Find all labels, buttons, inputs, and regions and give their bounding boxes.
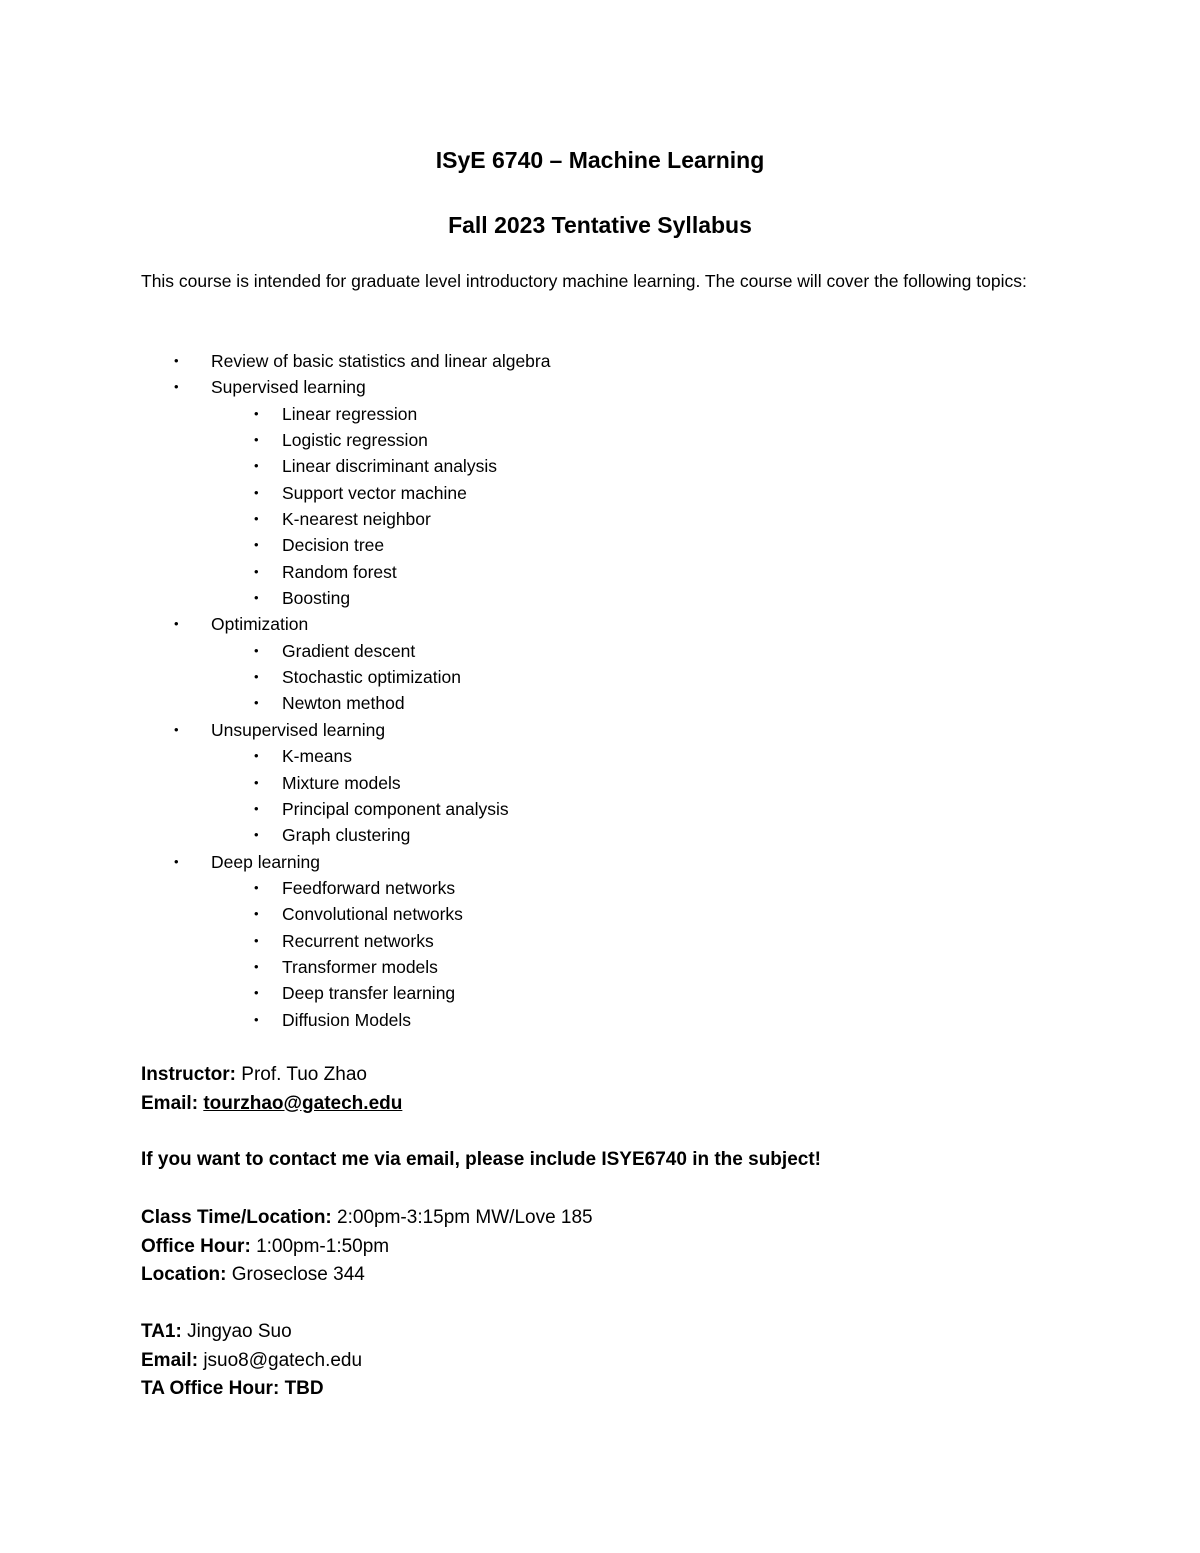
- topic-label: Decision tree: [282, 535, 385, 556]
- topic-label: Logistic regression: [282, 430, 428, 451]
- bullet-icon: •: [254, 827, 259, 843]
- topic-label: Feedforward networks: [282, 877, 456, 898]
- topic-label: Newton method: [282, 693, 405, 714]
- ta-office-value: TBD: [284, 1378, 324, 1399]
- instructor-name: Prof. Tuo Zhao: [241, 1064, 367, 1085]
- topic-label: Linear regression: [282, 403, 418, 424]
- topic-label: K-nearest neighbor: [282, 509, 431, 530]
- subtopic-item: [0, 638, 1200, 664]
- subtopic-item: [0, 743, 1200, 769]
- topic-label: Review of basic statistics and linear algebra: [211, 351, 551, 371]
- topic-item: [0, 348, 1200, 374]
- ta-name-value: Jingyao Suo: [187, 1321, 292, 1342]
- topic-label: Supervised learning: [211, 377, 366, 398]
- contact-note: If you want to contact me via email, please include ISYE6740 in the subject!: [141, 1149, 821, 1170]
- subtopic-item: [0, 453, 1200, 479]
- location-label: Location:: [141, 1264, 227, 1285]
- subtopic-item: [0, 980, 1200, 1006]
- bullet-icon: •: [254, 695, 259, 711]
- class-time-value: 2:00pm-3:15pm MW/Love 185: [337, 1207, 593, 1228]
- bullet-icon: •: [254, 748, 259, 764]
- bullet-icon: •: [254, 484, 259, 500]
- subtopic-item: [0, 690, 1200, 716]
- topic-label: Stochastic optimization: [282, 667, 461, 688]
- topic-label: Deep transfer learning: [282, 983, 456, 1004]
- bullet-icon: •: [254, 958, 259, 974]
- bullet-icon: •: [254, 932, 259, 948]
- instructor-email-line: [141, 1090, 402, 1119]
- topic-label: Principal component analysis: [282, 798, 509, 819]
- bullet-icon: •: [174, 616, 179, 632]
- topic-label: Support vector machine: [282, 482, 467, 503]
- class-time-line: [141, 1204, 593, 1233]
- ta-email-value: jsuo8@gatech.edu: [203, 1349, 363, 1371]
- topic-label: Transformer models: [282, 956, 438, 977]
- subtopic-item: [0, 664, 1200, 690]
- office-hour-label: Office Hour:: [141, 1235, 251, 1257]
- subtopic-item: [0, 822, 1200, 848]
- bullet-icon: •: [174, 721, 179, 737]
- bullet-icon: •: [174, 853, 179, 869]
- topic-label: Mixture models: [282, 772, 401, 793]
- subtopic-item: [0, 928, 1200, 954]
- class-time-label: Class Time/Location:: [141, 1207, 332, 1228]
- office-hour-line: [141, 1233, 593, 1262]
- location-line: [141, 1261, 593, 1290]
- bullet-icon: •: [254, 432, 259, 448]
- instructor-block: [141, 1061, 402, 1118]
- topic-label: Random forest: [282, 561, 397, 582]
- topic-label: Graph clustering: [282, 825, 411, 846]
- subtopic-item: [0, 901, 1200, 927]
- course-title: ISyE 6740 – Machine Learning: [435, 147, 765, 173]
- subtopic-item: [0, 1007, 1200, 1033]
- subtopic-item: [0, 559, 1200, 585]
- topic-item: [0, 374, 1200, 400]
- office-hour-value: 1:00pm-1:50pm: [256, 1235, 390, 1257]
- bullet-icon: •: [254, 642, 259, 658]
- subtopic-item: [0, 480, 1200, 506]
- topic-label: Boosting: [282, 588, 351, 609]
- subtopic-item: [0, 532, 1200, 558]
- subtopic-item: [0, 585, 1200, 611]
- topic-label: Diffusion Models: [282, 1009, 412, 1030]
- subtopic-item: [0, 427, 1200, 453]
- ta-office-line: [141, 1375, 362, 1404]
- class-info-block: [141, 1204, 593, 1290]
- bullet-icon: •: [254, 985, 259, 1001]
- instructor-label: Instructor:: [141, 1064, 236, 1085]
- bullet-icon: •: [254, 879, 259, 895]
- topic-label: Unsupervised learning: [211, 719, 386, 740]
- topic-item: [0, 849, 1200, 875]
- bullet-icon: •: [254, 511, 259, 527]
- instructor-email-link[interactable]: tourzhao@gatech.edu: [203, 1092, 403, 1114]
- bullet-icon: •: [174, 379, 179, 395]
- topic-label: Optimization: [211, 614, 309, 635]
- ta-office-label: TA Office Hour:: [141, 1378, 280, 1399]
- topic-list: [0, 348, 1200, 1033]
- bullet-icon: •: [254, 458, 259, 474]
- bullet-icon: •: [254, 590, 259, 606]
- subtopic-item: [0, 506, 1200, 532]
- topic-label: Recurrent networks: [282, 930, 434, 951]
- ta-email-line: [141, 1347, 362, 1376]
- bullet-icon: •: [254, 800, 259, 816]
- bullet-icon: •: [174, 353, 179, 368]
- instructor-email-label: Email:: [141, 1092, 199, 1114]
- instructor-line: [141, 1061, 402, 1090]
- ta-email-label: Email:: [141, 1349, 199, 1371]
- topic-label: Linear discriminant analysis: [282, 456, 497, 477]
- bullet-icon: •: [254, 774, 259, 790]
- topic-item: [0, 717, 1200, 743]
- bullet-icon: •: [254, 669, 259, 685]
- course-intro: This course is intended for graduate level introductory machine learning. The course will cover the following topics:: [141, 271, 1027, 291]
- topic-label: Convolutional networks: [282, 904, 463, 925]
- topic-label: Gradient descent: [282, 640, 416, 661]
- syllabus-title: Fall 2023 Tentative Syllabus: [448, 212, 752, 238]
- bullet-icon: •: [254, 906, 259, 922]
- ta-info-block: [141, 1318, 362, 1404]
- bullet-icon: •: [254, 405, 259, 421]
- subtopic-item: [0, 954, 1200, 980]
- topic-label: Deep learning: [211, 851, 320, 872]
- subtopic-item: [0, 875, 1200, 901]
- ta-name-line: [141, 1318, 362, 1347]
- location-value: Groseclose 344: [231, 1264, 365, 1285]
- topic-item: [0, 611, 1200, 637]
- bullet-icon: •: [254, 537, 259, 553]
- ta-name-label: TA1:: [141, 1321, 182, 1342]
- bullet-icon: •: [254, 563, 259, 579]
- subtopic-item: [0, 770, 1200, 796]
- subtopic-item: [0, 401, 1200, 427]
- bullet-icon: •: [254, 1011, 259, 1027]
- topic-label: K-means: [282, 746, 353, 767]
- subtopic-item: [0, 796, 1200, 822]
